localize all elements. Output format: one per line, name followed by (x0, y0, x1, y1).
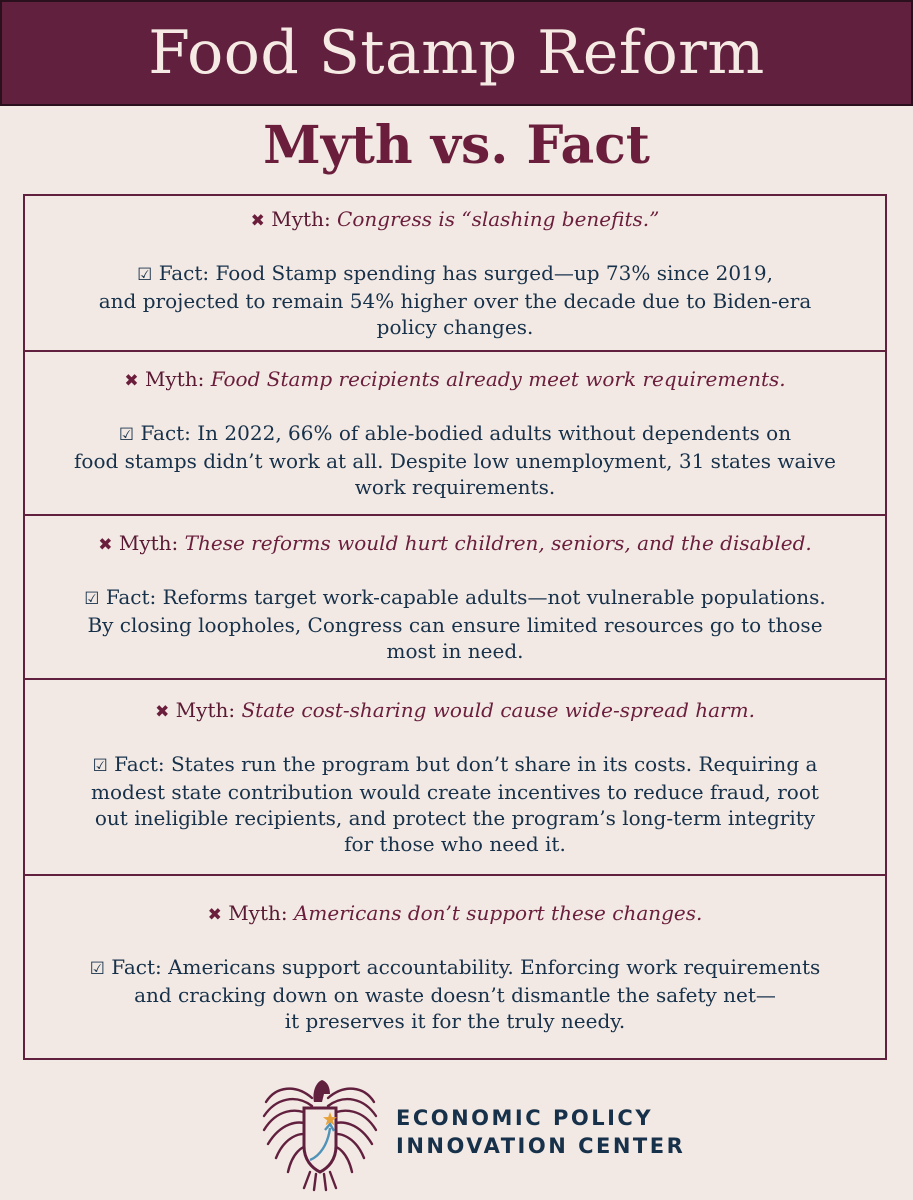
myth-line (124, 366, 785, 394)
checkbox-icon: ☑ (89, 959, 105, 979)
fact-line: out ineligible recipients, and protect the program’s long-term integrity (94, 806, 816, 830)
myth-text: State cost-sharing would cause wide-spread harm. (241, 698, 755, 722)
myth-line (155, 697, 755, 725)
myth-fact-box-3 (23, 516, 887, 680)
myth-fact-box-1 (23, 194, 887, 352)
checkbox-icon: ☑ (92, 756, 108, 776)
fact-line: for those who need it. (344, 832, 566, 856)
fact-line: it preserves it for the truly needy. (284, 1009, 626, 1033)
fact-line: most in need. (386, 639, 524, 663)
fact-line (90, 954, 821, 982)
myth-label: Myth: (144, 367, 205, 391)
myth-line (208, 900, 703, 928)
fact-line: work requirements. (354, 475, 556, 499)
myth-fact-box-2 (23, 352, 887, 516)
myth-text: Congress is “slashing benefits.” (337, 207, 660, 231)
myth-line (98, 530, 812, 558)
fact-text: In 2022, 66% of able-bodied adults without dependents on (197, 421, 792, 445)
fact-block (91, 751, 819, 857)
fact-label: Fact: (111, 955, 162, 979)
fact-line: By closing loopholes, Congress can ensure limited resources go to those (87, 613, 823, 637)
x-mark-icon: ✖ (98, 535, 113, 555)
fact-line (74, 420, 836, 448)
fact-block (90, 954, 821, 1034)
organization-logo (258, 1072, 686, 1194)
fact-line (99, 260, 812, 288)
checkbox-icon: ☑ (84, 589, 100, 609)
fact-block (74, 420, 836, 500)
fact-line: policy changes. (376, 315, 534, 339)
fact-line: modest state contribution would create incentives to reduce fraud, root (91, 780, 819, 804)
myth-fact-box-5 (23, 876, 887, 1060)
checkbox-icon: ☑ (118, 425, 135, 445)
fact-block (84, 584, 826, 664)
fact-label: Fact: (105, 585, 157, 609)
organization-name-line-1: ECONOMIC POLICY (396, 1106, 654, 1130)
fact-line: and cracking down on waste doesn’t dismantle the safety net— (134, 983, 776, 1007)
myth-text: These reforms would hurt children, seniors, and the disabled. (184, 531, 812, 555)
x-mark-icon: ✖ (155, 702, 170, 722)
fact-line: food stamps didn’t work at all. Despite low unemployment, 31 states waive (74, 449, 836, 473)
fact-text: States run the program but don’t share in its costs. Requiring a (170, 752, 818, 776)
myth-label: Myth: (175, 698, 236, 722)
fact-label: Fact: (158, 261, 210, 285)
fact-line (84, 584, 826, 612)
fact-line (91, 751, 819, 779)
checkbox-icon: ☑ (137, 265, 153, 285)
page-subtitle: Myth vs. Fact (263, 115, 650, 176)
x-mark-icon: ✖ (124, 371, 139, 391)
fact-text: Reforms target work-capable adults—not vulnerable populations. (162, 585, 826, 609)
eagle-seal-icon (258, 1072, 382, 1192)
x-mark-icon: ✖ (207, 905, 222, 925)
fact-block (99, 260, 812, 340)
myth-fact-box-4 (23, 680, 887, 876)
myth-text: Food Stamp recipients already meet work requirements. (210, 367, 786, 391)
organization-name-line-2: INNOVATION CENTER (396, 1134, 686, 1158)
fact-text: Americans support accountability. Enforcing work requirements (168, 955, 821, 979)
myth-text: Americans don’t support these changes. (293, 901, 703, 925)
fact-label: Fact: (114, 752, 165, 776)
myth-label: Myth: (228, 901, 288, 925)
header-bar (0, 0, 913, 106)
page-title: Food Stamp Reform (148, 18, 765, 88)
myth-line (251, 206, 660, 234)
fact-text: Food Stamp spending has surged—up 73% since 2019, (215, 261, 773, 285)
myth-label: Myth: (271, 207, 331, 231)
x-mark-icon: ✖ (250, 211, 265, 231)
fact-line: and projected to remain 54% higher over the decade due to Biden-era (98, 289, 812, 313)
organization-name (396, 1104, 685, 1160)
fact-label: Fact: (140, 421, 191, 445)
myth-label: Myth: (118, 531, 179, 555)
